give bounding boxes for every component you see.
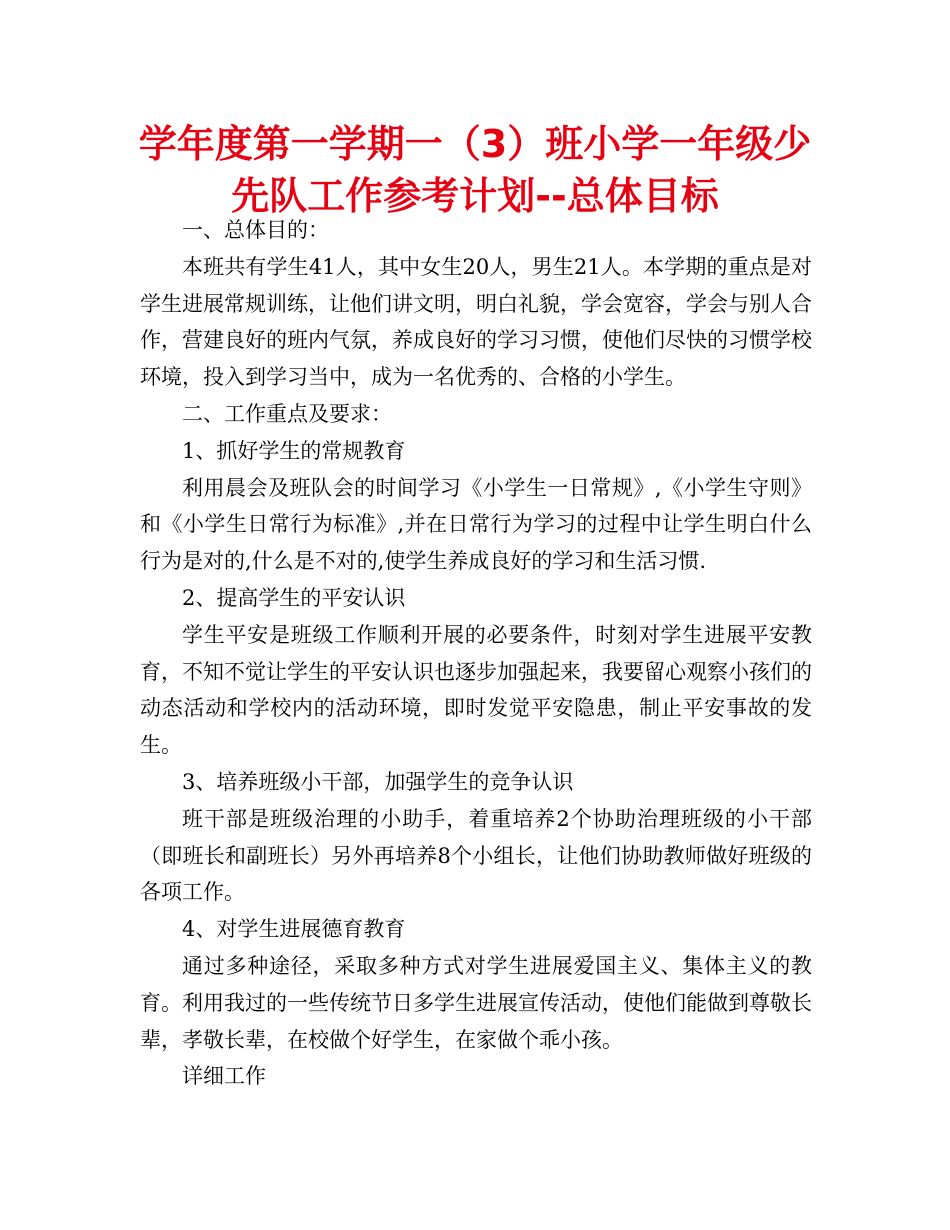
document-title: 学年度第一学期一（3）班小学一年级少先队工作参考计划--总体目标: [138, 122, 812, 218]
paragraph-moral-education: 通过多种途径，采取多种方式对学生进展爱国主义、集体主义的教育。利用我过的一些传统节日多学生进展宣传活动，使他们能做到尊敬长辈，孝敬长辈，在校做个好学生，在家做个乖小孩。: [140, 953, 812, 1052]
document-body: [140, 212, 812, 1095]
section-heading-work-focus: 二、工作重点及要求：: [182, 401, 392, 426]
section-heading-overall-goal: 一、总体目的：: [182, 218, 329, 242]
subheading-class-cadres: 3、培养班级小干部，加强学生的竞争认识: [182, 769, 574, 794]
subheading-moral-education: 4、对学生进展德育教育: [182, 917, 406, 942]
subheading-routine-education: 1、抓好学生的常规教育: [182, 438, 406, 463]
paragraph-class-overview: 本班共有学生41人，其中女生20人，男生21人。本学期的重点是对学生进展常规训练，让他们讲文明，明白礼貌，学会宽容，学会与别人合作，营建良好的班内气氛，养成良好的学习习惯，使他们尽快的习惯学校环境，投入到学习当中，成为一名优秀的、合格的小学生。: [140, 254, 812, 390]
subheading-safety-awareness: 2、提高学生的平安认识: [182, 585, 406, 610]
paragraph-safety-awareness: 学生平安是班级工作顺利开展的必要条件，时刻对学生进展平安教育，不知不觉让学生的平安认识也逐步加强起来，我要留心观察小孩们的动态活动和学校内的活动环境，即时发觉平安隐患，制止平安事故的发生。: [140, 622, 812, 758]
paragraph-routine-education: 利用晨会及班队会的时间学习《小学生一日常规》,《小学生守则》和《小学生日常行为标准》,并在日常行为学习的过程中让学生明白什么行为是对的,什么是不对的,使学生养成良好的学习和生活习惯.: [140, 475, 812, 574]
paragraph-class-cadres: 班干部是班级治理的小助手，着重培养2个协助治理班级的小干部（即班长和副班长）另外再培养8个小组长，让他们协助教师做好班级的各项工作。: [140, 806, 812, 905]
subheading-detailed-work: 详细工作: [182, 1064, 266, 1089]
